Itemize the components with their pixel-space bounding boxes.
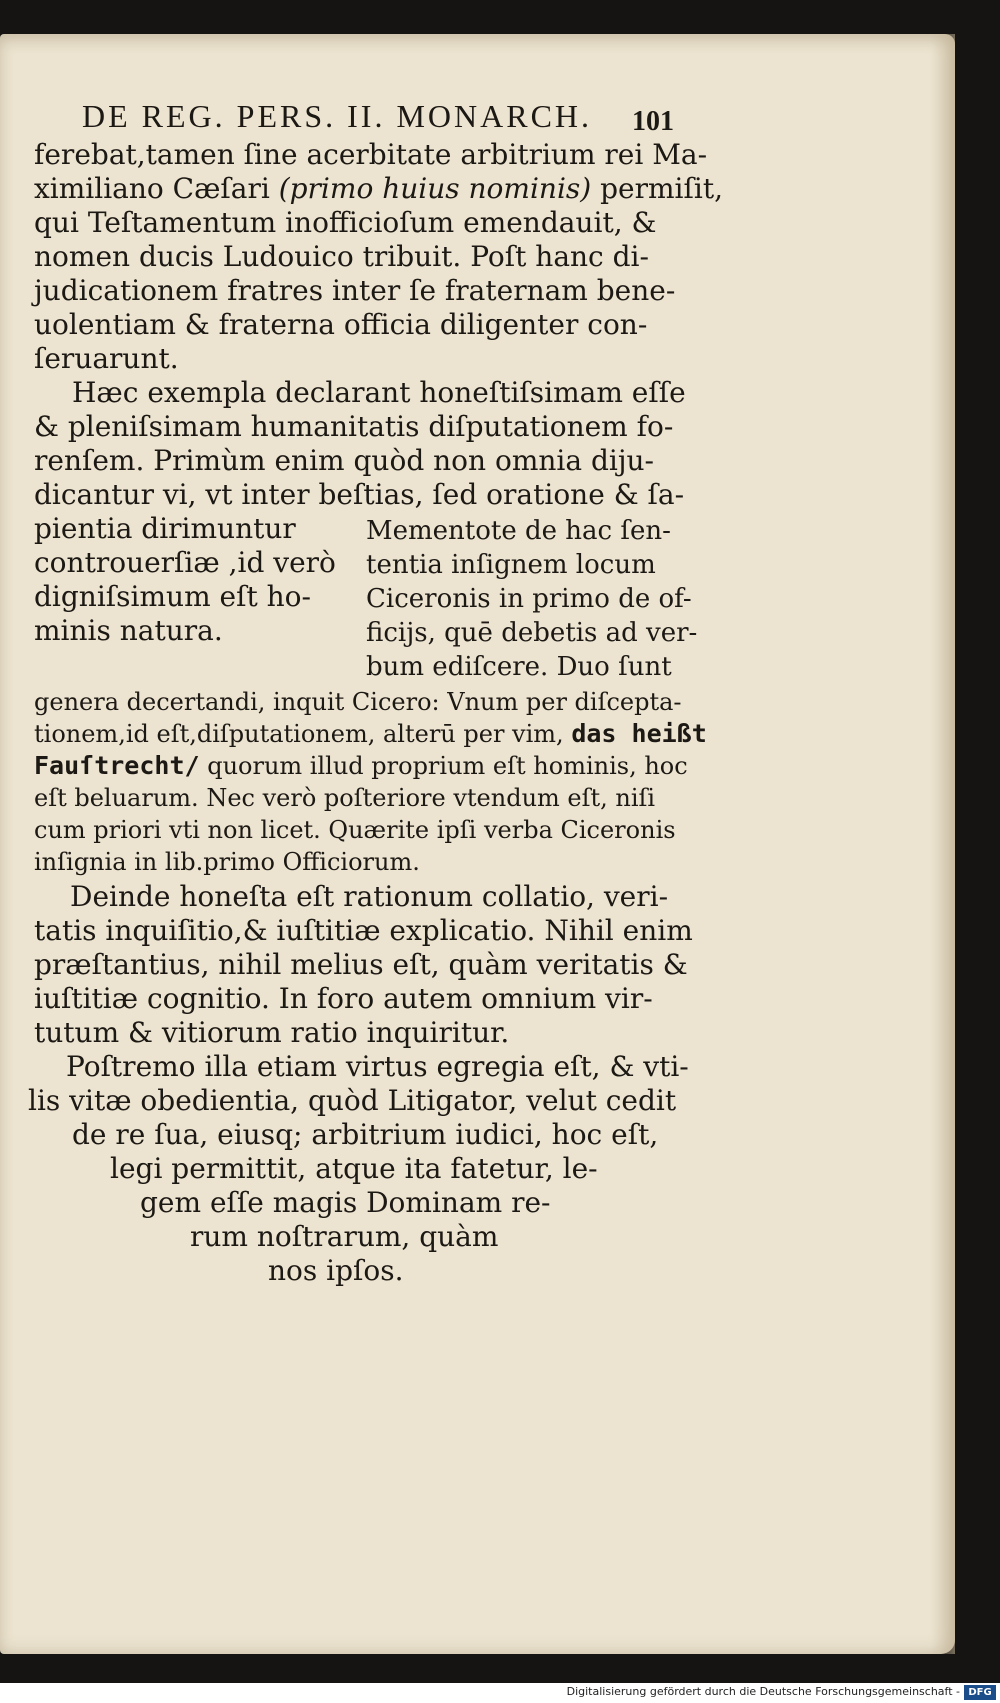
dfg-logo: DFG <box>964 1685 996 1700</box>
text-line: minis natura. <box>34 614 223 647</box>
text-line: rum noſtrarum, quàm <box>190 1220 499 1253</box>
text-line: iuſtitiæ cognitio. In foro autem omnium vir- <box>34 982 653 1015</box>
italic-phrase: (primo huius nominis) <box>278 172 592 205</box>
text-segment: permiſit, <box>600 172 723 205</box>
text-line: gem eſſe magis Dominam re- <box>140 1186 551 1219</box>
text-line: dicantur vi, vt inter beſtias, ſed oratione & ſa- <box>34 478 685 511</box>
text-line: digniſsimum eſt ho- <box>34 580 311 613</box>
side-note-line: tentia inſignem locum <box>366 550 656 580</box>
text-line: tutum & vitiorum ratio inquiritur. <box>34 1016 510 1049</box>
text-line: judicationem fratres inter ſe fraternam bene- <box>34 274 676 307</box>
text-line: renſem. Primùm enim quòd non omnia diju- <box>34 444 655 477</box>
text-line: Deinde honeſta eſt rationum collatio, veri- <box>70 880 669 913</box>
text-line: lis vitæ obedientia, quòd Litigator, velut cedit <box>28 1084 677 1117</box>
text-line: Hæc exempla declarant honeſtiſsimam eſſe <box>72 376 686 409</box>
text-line: & pleniſsimam humanitatis diſputationem fo- <box>34 410 674 443</box>
german-blackletter-phrase: Fauſtrecht/ <box>34 751 200 780</box>
note-line: eſt beluarum. Nec verò poſteriore vtendum eſt, niſi <box>34 784 656 812</box>
digitization-footer <box>0 1683 1000 1703</box>
text-line: præſtantius, nihil melius eſt, quàm veritatis & <box>34 948 688 981</box>
note-line <box>34 750 688 782</box>
text-line <box>34 172 723 206</box>
note-line <box>34 718 707 750</box>
footer-credit: Digitalisierung gefördert durch die Deutsche Forschungsgemeinschaft - <box>566 1685 960 1698</box>
text-line: de re ſua, eiusq; arbitrium iudici, hoc eſt, <box>72 1118 659 1151</box>
text-line: Poſtremo illa etiam virtus egregia eſt, & vti- <box>66 1050 689 1083</box>
text-segment: tionem,id eſt,diſputationem, alterū per vim, <box>34 720 564 748</box>
running-title: DE REG. PERS. II. MONARCH. <box>82 98 593 134</box>
text-line: ferebat,tamen ſine acerbitate arbitrium rei Ma- <box>34 138 708 171</box>
page-number: 101 <box>632 106 674 137</box>
note-line: cum priori vti non licet. Quærite ipſi verba Ciceronis <box>34 816 676 844</box>
text-line: pientia dirimuntur <box>34 512 296 545</box>
page-edge-shadow <box>931 34 955 1654</box>
text-line: nos ipſos. <box>268 1254 404 1287</box>
text-line: ſeruarunt. <box>34 342 179 375</box>
text-line: uolentiam & fraterna officia diligenter con- <box>34 308 648 341</box>
book-page <box>0 34 955 1654</box>
side-note-line: Mementote de hac ſen- <box>366 516 671 546</box>
text-line: tatis inquiſitio,& iuſtitiæ explicatio. Nihil enim <box>34 914 693 947</box>
text-line: nomen ducis Ludouico tribuit. Poſt hanc di- <box>34 240 649 273</box>
text-segment: ximiliano Cæſari <box>34 172 270 205</box>
side-note-line: Ciceronis in primo de of- <box>366 584 692 614</box>
text-line: controuerſiæ ,id verò <box>34 546 336 579</box>
text-segment: quorum illud proprium eſt hominis, hoc <box>207 752 688 780</box>
side-note-line: bum ediſcere. Duo ſunt <box>366 652 672 682</box>
side-note-line: ficijs, quē debetis ad ver- <box>366 618 698 648</box>
text-line: qui Teſtamentum inofficioſum emendauit, & <box>34 206 657 239</box>
note-line: inſignia in lib.primo Officiorum. <box>34 848 420 876</box>
text-line: legi permittit, atque ita fatetur, le- <box>110 1152 598 1185</box>
german-blackletter-phrase: das heißt <box>571 719 707 748</box>
note-line: genera decertandi, inquit Cicero: Vnum per diſcepta- <box>34 688 682 716</box>
